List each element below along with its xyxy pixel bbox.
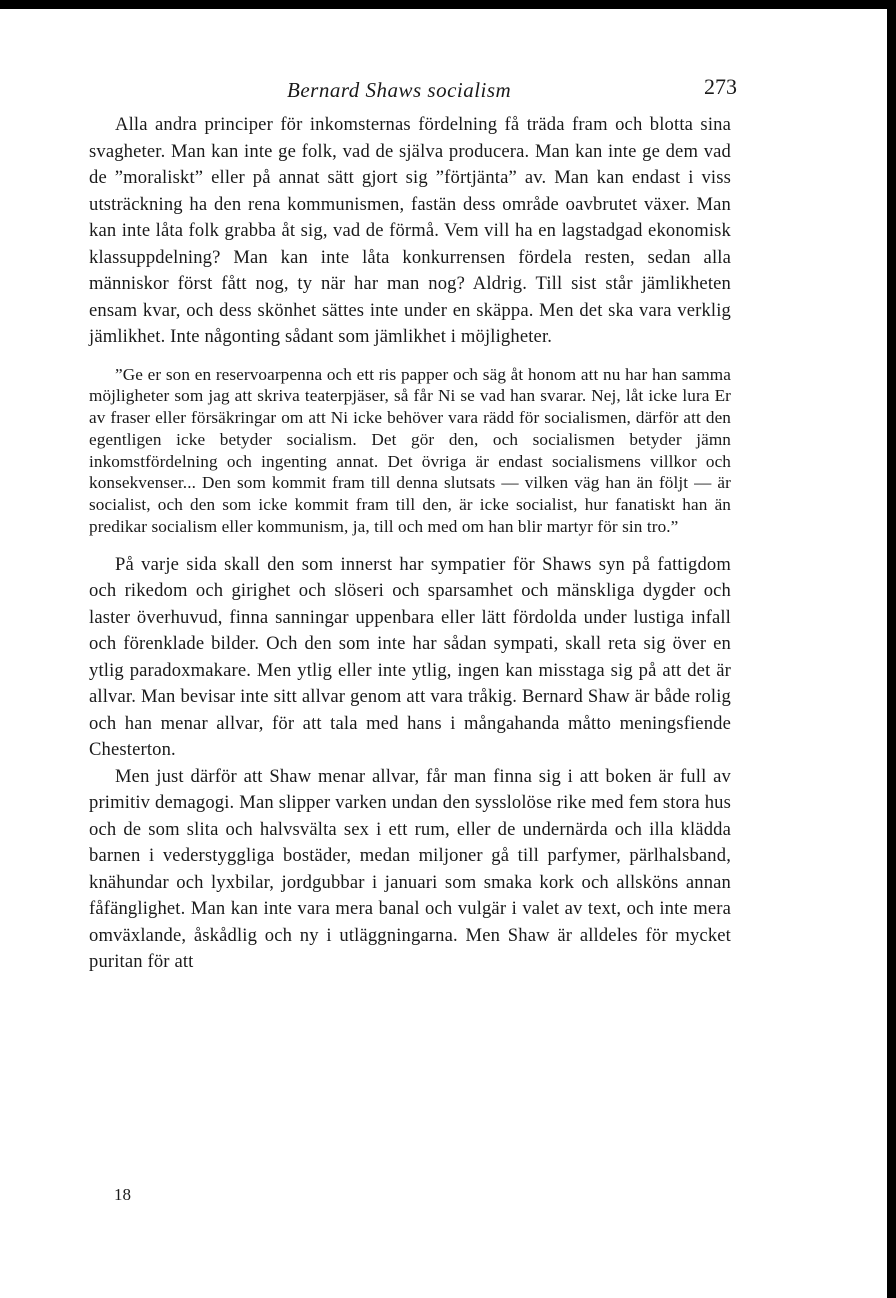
page-number: 273 — [704, 74, 737, 99]
scan-border-right — [887, 0, 896, 1298]
body-paragraph-1: Alla andra principer för inkomsternas fördelning få träda fram och blotta sina svagheter. Man kan inte ge folk, vad de själva producera. Man kan inte ge dem vad de ”moraliskt” eller på annat sätt gjort sig ”förtjänta” av. Man kan endast i viss utsträckning ha den rena kommunismen, fastän dess område oavbrutet växer. Man kan inte låta folk grabba åt sig, vad de förmå. Vem vill ha en lagstadgad ekonomisk klassuppdelning? Man kan inte låta konkurrensen fördela resten, sedan alla människor först fått nog, ty när har man nog? Aldrig. Till sist står jämlikheten ensam kvar, och dess skönhet sättes inte under en skäppa. Men det ska vara verklig jämlikhet. Inte någonting sådant som jämlikhet i möjligheter. — [89, 114, 731, 347]
body-paragraph-2: På varje sida skall den som innerst har sympatier för Shaws syn på fattigdom och rikedom och girighet och slöseri och sparsamhet och mänskliga dygder och laster överhuvud, finna sanningar uppenbara eller lätt fördolda under lustiga infall och förenklade bilder. Och den som inte har sådan sympati, skall reta sig över en ytlig paradoxmakare. Men ytlig eller inte ytlig, ingen kan misstaga sig på att det är allvar. Man bevisar inte sitt allvar genom att vara tråkig. Bernard Shaw är både rolig och han menar allvar, för att tala med hans i mångahanda måtto meningsfiende Chesterton. — [89, 553, 731, 761]
running-head — [89, 72, 737, 112]
scan-border-top — [0, 0, 896, 9]
running-title: Bernard Shaws socialism — [287, 78, 512, 102]
block-quote: ”Ge er son en reservoarpenna och ett ris papper och säg åt honom att nu har han samma möjligheter som jag att skriva teaterpjäser, så får Ni se vad han svarar. Nej, låt icke lura Er av fraser eller försäkringar om att Ni icke behöver vara rädd för socialismen, därför att den egentligen icke betyder socialism. Det gör den, och socialismen betyder jämn inkomstfördelning och ingenting annat. Det övriga är endast socialismens villkor och konsekvenser... Den som kommit fram till denna slutsats — vilken väg han än följt — är socialist, och den som icke kommit fram till den, är icke socialist, hur fanatiskt han än predikar socialism eller kommunism, ja, till och med om han blir martyr för sin tro.” — [89, 364, 731, 537]
body-paragraph-3: Men just därför att Shaw menar allvar, får man finna sig i att boken är full av primitiv demagogi. Man slipper varken undan den sysslolöse rike med fem stora hus och de som slita och halvsvälta sex i ett rum, eller de undernärda och illa klädda barnen i vederstyggliga bostäder, medan miljoner gå till parfymer, pärlhalsband, knähundar och lyxbilar, jordgubbar i januari som smaka kork och allsköns annan fåfänglighet. Man kan inte vara mera banal och vulgär i valet av text, och inte mera omväxlande, åskådlig och ny i utläggningarna. Men Shaw är alldeles för mycket puritan för att — [89, 765, 731, 973]
signature-mark: 18 — [114, 1185, 131, 1204]
book-page — [89, 72, 737, 976]
